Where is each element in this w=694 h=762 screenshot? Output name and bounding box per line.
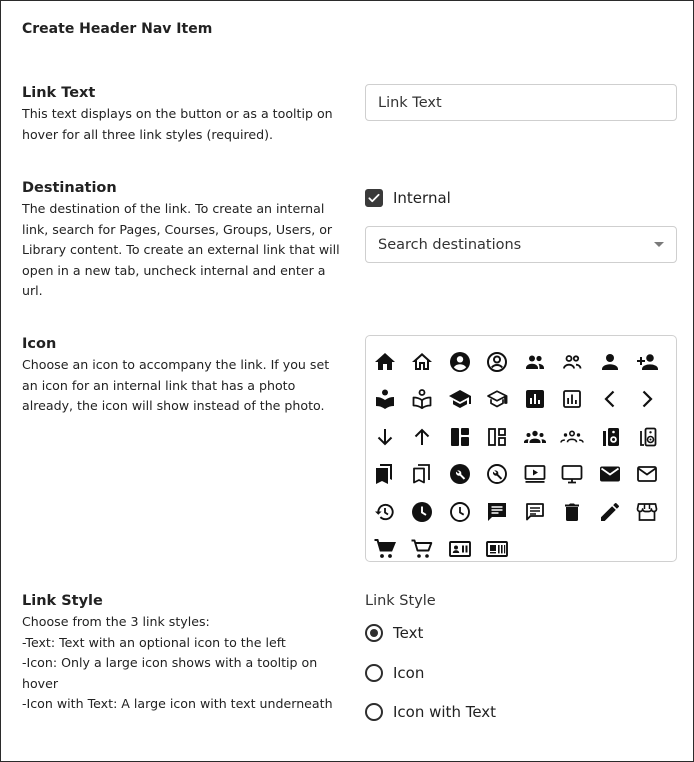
destination-description: The destination of the link. To create an internal link, search for Pages, Courses, Groups, Users, or Library content. To create an external link that will open in a new tab, uncheck internal and enter a url. <box>22 201 340 299</box>
group-outline-icon[interactable] <box>554 343 592 381</box>
barcode-card-icon[interactable] <box>479 531 517 569</box>
contact-card-icon[interactable] <box>441 531 479 569</box>
link-text-heading: Link Text <box>22 85 96 101</box>
radio-icon-with-text[interactable] <box>365 703 383 721</box>
cart-filled-icon[interactable] <box>366 531 404 569</box>
destination-section <box>22 180 340 302</box>
internal-checkbox-row[interactable] <box>365 187 451 209</box>
chevron-left-icon[interactable] <box>591 381 629 419</box>
school-outline-icon[interactable] <box>479 381 517 419</box>
icon-heading: Icon <box>22 336 57 352</box>
internal-label: Internal <box>393 189 451 207</box>
speaker-outline-icon[interactable] <box>629 418 667 456</box>
radio-option-icon-with-text[interactable] <box>365 701 496 723</box>
mail-filled-icon[interactable] <box>591 456 629 494</box>
radio-icon-label: Icon <box>393 664 425 682</box>
speaker-filled-icon[interactable] <box>591 418 629 456</box>
groups-filled-icon[interactable] <box>516 418 554 456</box>
link-style-legend: Link Style <box>365 593 436 609</box>
bookmarks-outline-icon[interactable] <box>404 456 442 494</box>
radio-text-label: Text <box>393 624 424 642</box>
icon-picker <box>365 335 677 562</box>
bar-chart-filled-icon[interactable] <box>516 381 554 419</box>
history-icon[interactable] <box>366 493 404 531</box>
search-destinations-placeholder: Search destinations <box>378 236 522 253</box>
arrow-down-icon[interactable] <box>366 418 404 456</box>
chat-outline-icon[interactable] <box>516 493 554 531</box>
link-style-desc-line-3: -Icon: Only a large icon shows with a tooltip on hover <box>22 655 318 691</box>
search-destinations-select[interactable] <box>365 226 677 263</box>
arrow-up-icon[interactable] <box>404 418 442 456</box>
cart-outline-icon[interactable] <box>404 531 442 569</box>
link-style-desc-line-4: -Icon with Text: A large icon with text underneath <box>22 696 333 712</box>
radio-option-text[interactable] <box>365 622 423 644</box>
storefront-icon[interactable] <box>629 493 667 531</box>
link-text-description: This text displays on the button or as a tooltip on hover for all three link styles (required). <box>22 106 333 142</box>
build-circle-outline-icon[interactable] <box>479 456 517 494</box>
icon-section <box>22 336 340 417</box>
dashboard-filled-icon[interactable] <box>441 418 479 456</box>
link-style-section <box>22 593 340 715</box>
home-filled-icon[interactable] <box>366 343 404 381</box>
account-circle-filled-icon[interactable] <box>441 343 479 381</box>
dashboard-outline-icon[interactable] <box>479 418 517 456</box>
radio-option-icon[interactable] <box>365 662 424 684</box>
edit-pencil-icon[interactable] <box>591 493 629 531</box>
groups-outline-icon[interactable] <box>554 418 592 456</box>
destination-heading: Destination <box>22 180 117 196</box>
home-outline-icon[interactable] <box>404 343 442 381</box>
caret-down-icon <box>654 242 664 247</box>
check-icon <box>367 191 381 205</box>
person-add-filled-icon[interactable] <box>629 343 667 381</box>
chevron-right-icon[interactable] <box>629 381 667 419</box>
link-style-heading: Link Style <box>22 593 103 609</box>
book-open-outline-icon[interactable] <box>404 381 442 419</box>
video-filled-icon[interactable] <box>516 456 554 494</box>
radio-icon[interactable] <box>365 664 383 682</box>
link-style-desc-line-2: -Text: Text with an optional icon to the left <box>22 634 286 650</box>
internal-checkbox[interactable] <box>365 189 383 207</box>
build-circle-filled-icon[interactable] <box>441 456 479 494</box>
desktop-outline-icon[interactable] <box>554 456 592 494</box>
radio-text[interactable] <box>365 624 383 642</box>
chat-filled-icon[interactable] <box>479 493 517 531</box>
link-text-input[interactable] <box>365 84 677 121</box>
form-title: Create Header Nav Item <box>22 21 213 37</box>
bar-chart-outline-icon[interactable] <box>554 381 592 419</box>
mail-outline-icon[interactable] <box>629 456 667 494</box>
clock-filled-icon[interactable] <box>404 493 442 531</box>
book-open-filled-icon[interactable] <box>366 381 404 419</box>
radio-icon-with-text-label: Icon with Text <box>393 703 497 721</box>
clock-outline-icon[interactable] <box>441 493 479 531</box>
delete-filled-icon[interactable] <box>554 493 592 531</box>
icon-description: Choose an icon to accompany the link. If you set an icon for an internal link that has a photo already, the icon will show instead of the photo. <box>22 357 330 414</box>
link-text-section <box>22 85 340 145</box>
person-filled-icon[interactable] <box>591 343 629 381</box>
school-filled-icon[interactable] <box>441 381 479 419</box>
account-circle-outline-icon[interactable] <box>479 343 517 381</box>
link-style-desc-line-1: Choose from the 3 link styles: <box>22 614 210 629</box>
bookmarks-filled-icon[interactable] <box>366 456 404 494</box>
group-filled-icon[interactable] <box>516 343 554 381</box>
